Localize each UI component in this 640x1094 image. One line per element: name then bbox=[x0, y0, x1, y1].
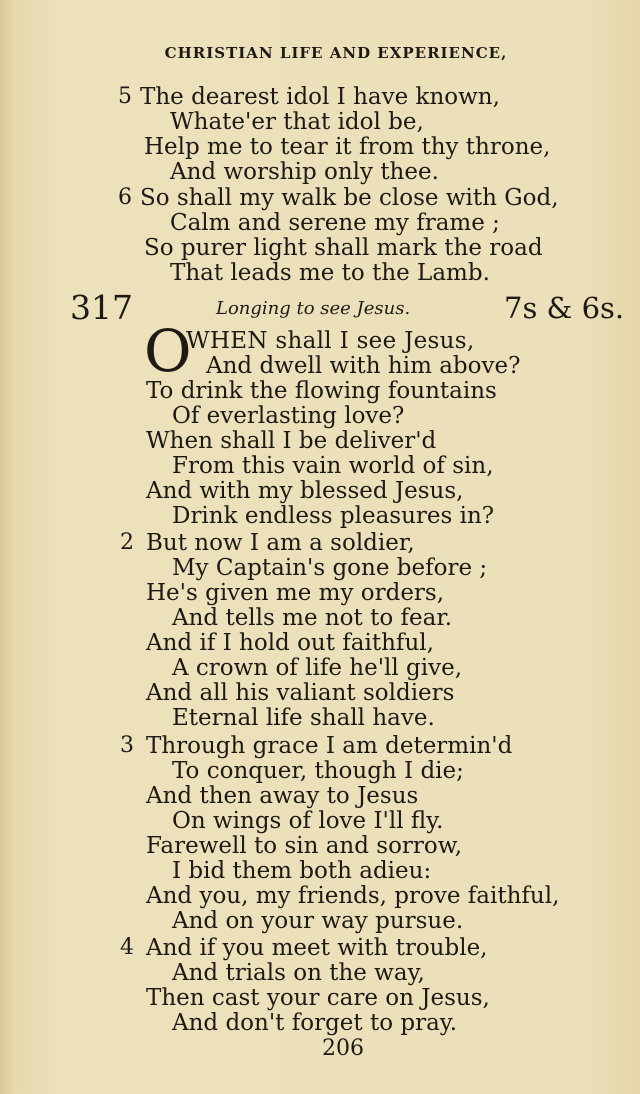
running-head: CHRISTIAN LIFE AND EXPERIENCE, bbox=[164, 44, 508, 62]
verse-line: And if I hold out faithful, bbox=[146, 630, 434, 656]
verse-line: From this vain world of sin, bbox=[172, 453, 494, 479]
verse-line: Eternal life shall have. bbox=[172, 705, 435, 731]
verse-line: And dwell with him above? bbox=[206, 353, 521, 379]
verse-line: He's given me my orders, bbox=[146, 580, 445, 606]
verse-line: Whate'er that idol be, bbox=[170, 109, 424, 135]
verse-line: Farewell to sin and sorrow, bbox=[146, 833, 463, 859]
stanza-number: 5 bbox=[118, 84, 132, 109]
verse-line: WHEN shall I see Jesus, bbox=[186, 328, 475, 354]
hymn-meter: 7s & 6s. bbox=[504, 291, 625, 325]
verse-line: On wings of love I'll fly. bbox=[172, 808, 444, 834]
hymn-title: Longing to see Jesus. bbox=[216, 298, 411, 319]
verse-line: To conquer, though I die; bbox=[172, 758, 464, 784]
verse-line: Through grace I am determin'd bbox=[146, 733, 513, 759]
stanza-number: 2 bbox=[120, 530, 134, 555]
verse-line: I bid them both adieu: bbox=[172, 858, 432, 884]
verse-line: My Captain's gone before ; bbox=[172, 555, 488, 581]
verse-line: But now I am a soldier, bbox=[146, 530, 415, 556]
verse-line: Calm and serene my frame ; bbox=[170, 210, 500, 236]
verse-line: And on your way pursue. bbox=[172, 908, 464, 934]
verse-line: And then away to Jesus bbox=[146, 783, 419, 809]
verse-line: To drink the flowing fountains bbox=[146, 378, 497, 404]
verse-line: The dearest idol I have known, bbox=[140, 84, 500, 110]
stanza-number: 4 bbox=[120, 935, 134, 960]
stanza-number: 6 bbox=[118, 185, 132, 210]
verse-line: Then cast your care on Jesus, bbox=[146, 985, 490, 1011]
verse-line: So shall my walk be close with God, bbox=[140, 185, 559, 211]
verse-line: And with my blessed Jesus, bbox=[146, 478, 464, 504]
verse-line: And don't forget to pray. bbox=[172, 1010, 458, 1036]
verse-line: Drink endless pleasures in? bbox=[172, 503, 495, 529]
verse-line: And you, my friends, prove faithful, bbox=[146, 883, 560, 909]
verse-line: And trials on the way, bbox=[172, 960, 425, 986]
verse-line: And if you meet with trouble, bbox=[146, 935, 488, 961]
verse-line: And all his valiant soldiers bbox=[146, 680, 455, 706]
verse-line: That leads me to the Lamb. bbox=[170, 260, 490, 286]
page-number: 206 bbox=[322, 1036, 364, 1061]
verse-line: When shall I be deliver'd bbox=[146, 428, 437, 454]
verse-line: Of everlasting love? bbox=[172, 403, 405, 429]
verse-line: So purer light shall mark the road bbox=[144, 235, 543, 261]
verse-line: And tells me not to fear. bbox=[172, 605, 453, 631]
verse-line: Help me to tear it from thy throne, bbox=[144, 134, 551, 160]
verse-line: And worship only thee. bbox=[170, 159, 439, 185]
drop-cap: O bbox=[144, 317, 192, 385]
stanza-number: 3 bbox=[120, 733, 134, 758]
hymn-number: 317 bbox=[70, 288, 133, 327]
verse-line: A crown of life he'll give, bbox=[172, 655, 463, 681]
